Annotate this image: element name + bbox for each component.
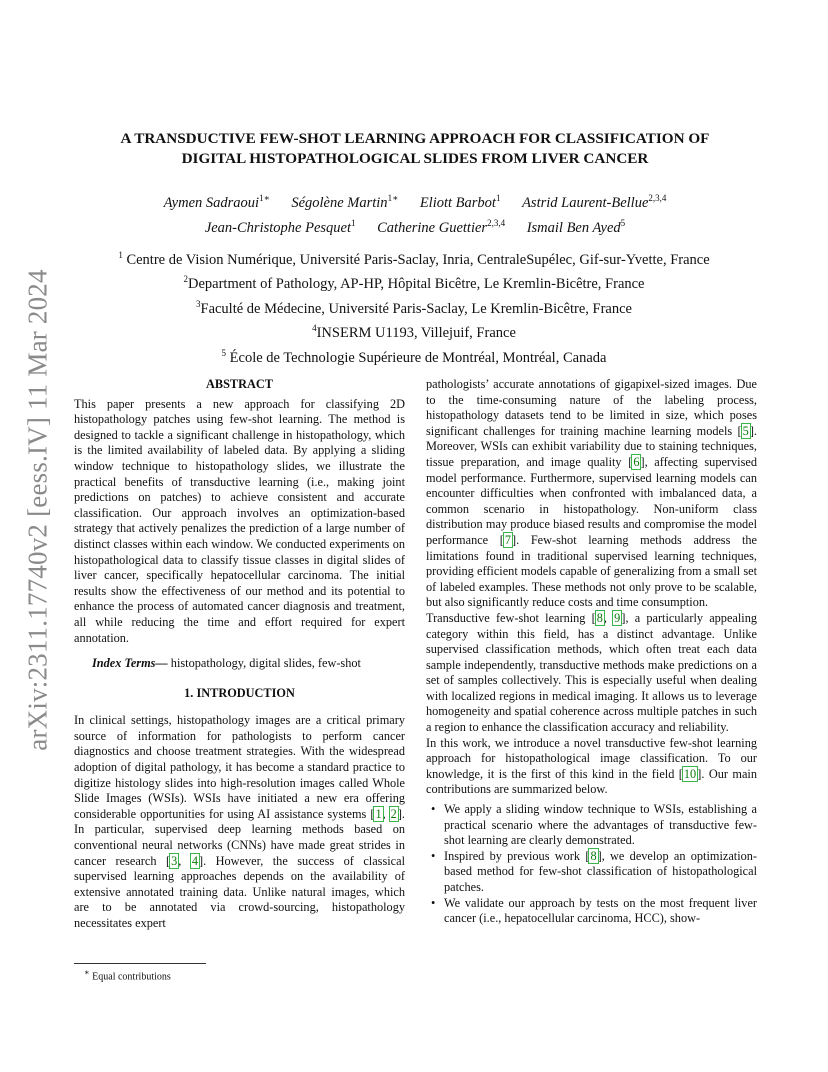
- author: Eliott Barbot$^1$: [419, 193, 501, 211]
- citation-link[interactable]: 3: [171, 853, 178, 868]
- contribution-list: [426, 802, 757, 927]
- citation-link[interactable]: 6: [633, 454, 640, 469]
- citation-link[interactable]: 4: [191, 853, 198, 868]
- affiliation: $^3$Faculté de Médecine, Université Paris-Saclay, Le Kremlin-Bicêtre, France: [196, 298, 632, 317]
- citation-link[interactable]: 5: [742, 423, 749, 438]
- abstract-heading: ABSTRACT: [206, 377, 273, 391]
- arxiv-id-text: arXiv:2311.17740v2 [eess.IV] 11 Mar 2024: [22, 269, 53, 751]
- list-item: • We apply a sliding window technique to WSIs, establishing a practical scenario where the advantages of transductive few-shot learning are clearly demonstrated.: [426, 802, 757, 849]
- author: Jean-Christophe Pesquet$^1$: [204, 217, 356, 236]
- author: Aymen Sadraoui$^{1∗}$: [163, 193, 270, 211]
- author: Catherine Guettier$^{2,3,4}$: [377, 217, 506, 236]
- citation-link[interactable]: 1: [375, 806, 382, 821]
- paragraph: In this work, we introduce a novel transductive few-shot learning approach for histopathological image classification. To our knowledge, it is the first of this kind in the field [10]. Our main contributions are summarized below.: [426, 735, 757, 797]
- left-column: [74, 377, 405, 932]
- citation-link[interactable]: 9: [614, 610, 621, 625]
- citation-link[interactable]: 7: [504, 532, 512, 547]
- citation-link[interactable]: 8: [596, 610, 603, 625]
- author-list: [100, 188, 730, 238]
- affiliation: $^4$INSERM U1193, Villejuif, France: [312, 323, 516, 342]
- footnote: ∗ Equal contributions: [84, 968, 171, 983]
- index-terms: Index Terms— histopathology, digital slides, few-shot: [92, 656, 361, 671]
- affiliation: $^1$ Centre de Vision Numérique, Université Paris-Saclay, Inria, CentraleSupélec, Gif-sur-Yvette, France: [118, 250, 710, 268]
- affiliation: $^5$ École de Technologie Supérieure de Montréal, Montréal, Canada: [221, 347, 607, 366]
- paragraph: Transductive few-shot learning [8, 9], a particularly appealing category within this field, has a distinct advantage. Unlike supervised classification methods, which often treat each data sample independently, transductive methods make predictions on a set of samples collectively. This is especially useful when dealing with localized regions in medical imaging. It allows us to leverage homogeneity and spatial coherence across multiple patches in such a region to enhance the classification accuracy and reliability.: [426, 610, 757, 735]
- author: Ségolène Martin$^{1∗}$: [291, 193, 399, 211]
- citation-link[interactable]: 2: [390, 806, 397, 821]
- author: Ismail Ben Ayed$^5$: [526, 217, 626, 236]
- affiliation: $^2$Department of Pathology, AP-HP, Hôpital Bicêtre, Le Kremlin-Bicêtre, France: [183, 274, 645, 293]
- affiliation-list: [60, 246, 768, 368]
- citation-link[interactable]: 10: [683, 766, 697, 781]
- citation-link[interactable]: 8: [590, 848, 597, 863]
- title-line-2: DIGITAL HISTOPATHOLOGICAL SLIDES FROM LIVER CANCER: [181, 150, 649, 167]
- abstract-text: This paper presents a new approach for classifying 2D histopathology patches using few-shot learning. The method is designed to tackle a significant challenge in histopathology, which is the limited availability of labeled data. By applying a sliding window technique to histopathology slides, we illustrate the practical benefits of transductive learning (i.e., making joint predictions on patches) to achieve consistent and accurate classification. Our approach involves an optimization-based strategy that actively penalizes the prediction of a large number of distinct classes within each window. We conducted experiments on histopathological data to classify tissue classes in digital slides of liver cancer, specifically hepatocellular carcinoma. The initial results show the effectiveness of our method and its potential to enhance the process of automated cancer diagnosis and treatment, all while reducing the time and effort required for expert annotation.: [74, 396, 405, 645]
- paper-title: [90, 129, 740, 169]
- paragraph: pathologists’ accurate annotations of gigapixel-sized images. Due to the time-consuming nature of the labeling process, histopathology datasets tend to be limited in size, which poses significant challenges for training machine learning models [5]. Moreover, WSIs can exhibit variability due to staining techniques, tissue preparation, and image quality [6], affecting supervised model performance. Furthermore, supervised learning models can encounter difficulties when confronted with imbalanced data, a common scenario in histopathology. Non-uniform class distribution may produce biased results and compromise the model performance [7]. Few-shot learning methods address the limitations found in traditional supervised learning techniques, providing efficient models capable of generalizing from a small set of labeled examples. These methods not only prove to be scalable, but also significantly reduce costs and time consumption.: [426, 377, 758, 610]
- footnote-rule: [74, 963, 206, 964]
- title-line-1: A TRANSDUCTIVE FEW-SHOT LEARNING APPROACH FOR CLASSIFICATION OF: [120, 130, 710, 147]
- list-item: • Inspired by previous work [8], we develop an optimization-based method for few-shot classification of histopathological patches.: [426, 849, 757, 896]
- intro-paragraph: In clinical settings, histopathology images are a critical primary source of information for pathologists to perform cancer diagnostics and choose treatment strategies. With the widespread adoption of digital pathology, it has become a standard practice to digitize histology slides into high-resolution images called Whole Slide Images (WSIs). WSIs have initiated a new era offering considerable opportunities for using AI assistance systems [1, 2]. In particular, supervised deep learning methods based on conventional neural networks (CNNs) have made great strides in cancer research [3, 4]. However, the success of classical supervised learning approaches depends on the availability of extensive annotated training data. Unlike natural images, which are to be annotated via crowd-sourcing, histopathology necessitates expert: [74, 713, 405, 930]
- author: Astrid Laurent-Bellue$^{2,3,4}$: [522, 193, 667, 211]
- arxiv-identifier: [18, 200, 58, 820]
- right-column: [426, 377, 757, 927]
- list-item: • We validate our approach by tests on the most frequent liver cancer (i.e., hepatocellular carcinoma, HCC), show-: [426, 896, 757, 927]
- introduction-heading: 1. INTRODUCTION: [184, 685, 295, 700]
